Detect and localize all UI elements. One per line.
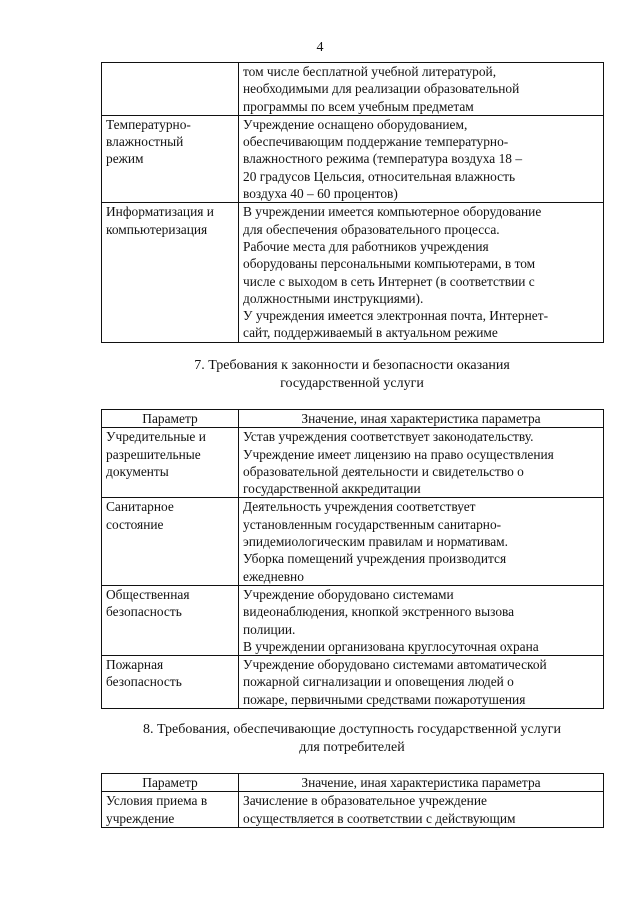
cell-text-line: Санитарное	[106, 499, 174, 515]
cell-text-line: документы	[106, 463, 169, 479]
table-conditions-continued	[101, 62, 604, 343]
section-7-title	[101, 357, 603, 393]
cell-text-line: режим	[106, 151, 144, 167]
cell-text-line: оборудованы персональными компьютерами, в том	[243, 256, 536, 272]
parameter-cell	[102, 63, 239, 116]
cell-text-line: необходимыми для реализации образовательной	[243, 81, 520, 97]
cell-text-line: влажностный	[106, 134, 184, 150]
cell-text-line: компьютеризация	[106, 221, 208, 237]
table-row	[102, 585, 604, 655]
section-title-line: 8. Требования, обеспечивающие доступность государственной услуги	[143, 722, 561, 737]
cell-text-line: В учреждении имеется компьютерное оборудование	[243, 204, 542, 220]
table-row	[102, 203, 604, 342]
cell-text-line: Учреждение имеет лицензию на право осуществления	[243, 446, 554, 462]
table-header-row	[102, 410, 604, 428]
cell-text-line: пожаре, первичными средствами пожаротушения	[243, 691, 526, 707]
parameter-cell	[102, 656, 239, 709]
table-header-row	[102, 774, 604, 792]
cell-text-line: Условия приема в	[106, 793, 208, 809]
table-row	[102, 63, 604, 116]
page-number: 4	[316, 40, 324, 55]
cell-text-line: безопасность	[106, 674, 182, 690]
cell-text-line: Уборка помещений учреждения производится	[243, 551, 507, 567]
cell-text-line: Устав учреждения соответствует законодательству.	[243, 429, 534, 445]
cell-text-line: государственной аккредитации	[243, 481, 421, 497]
table-row	[102, 498, 604, 585]
cell-text-line: обеспечивающим поддержание температурно-	[243, 134, 509, 150]
cell-text-line: 20 градусов Цельсия, относительная влажность	[243, 168, 516, 184]
cell-text-line: Деятельность учреждения соответствует	[243, 499, 476, 515]
cell-text-line: пожарной сигнализации и оповещения людей о	[243, 674, 514, 690]
value-cell	[239, 656, 604, 709]
parameter-cell	[102, 498, 239, 585]
cell-text-line: В учреждении организована круглосуточная охрана	[243, 638, 539, 654]
section-8-title	[101, 721, 603, 757]
value-cell	[239, 203, 604, 342]
header-value: Значение, иная характеристика параметра	[239, 410, 604, 428]
cell-text-line: У учреждения имеется электронная почта, Интернет-	[243, 308, 549, 324]
header-parameter: Параметр	[102, 410, 239, 428]
table-row	[102, 792, 604, 828]
header-value: Значение, иная характеристика параметра	[239, 774, 604, 792]
cell-text-line: том числе бесплатной учебной литературой,	[243, 64, 497, 79]
table-section-7	[101, 409, 604, 709]
cell-text-line: сайт, поддерживаемый в актуальном режиме	[243, 325, 498, 341]
header-parameter: Параметр	[102, 774, 239, 792]
value-cell	[239, 115, 604, 202]
cell-text-line: Учреждение оборудовано системами	[243, 586, 454, 602]
cell-text-line: Пожарная	[106, 657, 164, 673]
value-cell	[239, 585, 604, 655]
cell-text-line: установленным государственным санитарно-	[243, 516, 502, 532]
cell-text-line: Учреждение оборудовано системами автоматической	[243, 657, 547, 673]
cell-text-line: числе с выходом в сеть Интернет (в соответствии с	[243, 273, 535, 289]
cell-text-line: Информатизация и	[106, 204, 214, 220]
cell-text-line: Рабочие места для работников учреждения	[243, 238, 489, 254]
parameter-cell	[102, 428, 239, 498]
value-cell	[239, 63, 604, 116]
cell-text-line: должностными инструкциями).	[243, 290, 424, 306]
table-row	[102, 115, 604, 202]
cell-text-line: для обеспечения образовательного процесса.	[243, 221, 500, 237]
table-row	[102, 428, 604, 498]
cell-text-line: программы по всем учебным предметам	[243, 98, 474, 114]
parameter-cell	[102, 203, 239, 342]
section-title-line: 7. Требования к законности и безопасности оказания	[194, 358, 510, 373]
cell-text-line: Общественная	[106, 586, 190, 602]
cell-text-line: видеонаблюдения, кнопкой экстренного вызова	[243, 604, 515, 620]
table-section-8	[101, 773, 604, 828]
cell-text-line: ежедневно	[243, 568, 304, 584]
parameter-cell	[102, 115, 239, 202]
cell-text-line: эпидемиологическим правилам и нормативам.	[243, 534, 508, 550]
cell-text-line: влажностного режима (температура воздуха 18 –	[243, 151, 523, 167]
value-cell	[239, 428, 604, 498]
parameter-cell	[102, 792, 239, 828]
section-title-line: для потребителей	[299, 740, 405, 755]
cell-text-line: учреждение	[106, 810, 175, 826]
cell-text-line: полиции.	[243, 621, 296, 637]
cell-text-line: Учредительные и	[106, 429, 206, 445]
parameter-cell	[102, 585, 239, 655]
cell-text-line: Зачисление в образовательное учреждение	[243, 793, 487, 809]
cell-text-line: образовательной деятельности и свидетельство о	[243, 463, 524, 479]
section-title-line: государственной услуги	[280, 376, 424, 391]
cell-text-line: Температурно-	[106, 116, 191, 132]
table-row	[102, 656, 604, 709]
cell-text-line: безопасность	[106, 604, 182, 620]
value-cell	[239, 498, 604, 585]
cell-text-line: воздуха 40 – 60 процентов)	[243, 186, 398, 202]
cell-text-line: разрешительные	[106, 446, 201, 462]
cell-text-line: Учреждение оснащено оборудованием,	[243, 116, 468, 132]
value-cell	[239, 792, 604, 828]
cell-text-line: осуществляется в соответствии с действующим	[243, 810, 516, 826]
cell-text-line: состояние	[106, 516, 164, 532]
